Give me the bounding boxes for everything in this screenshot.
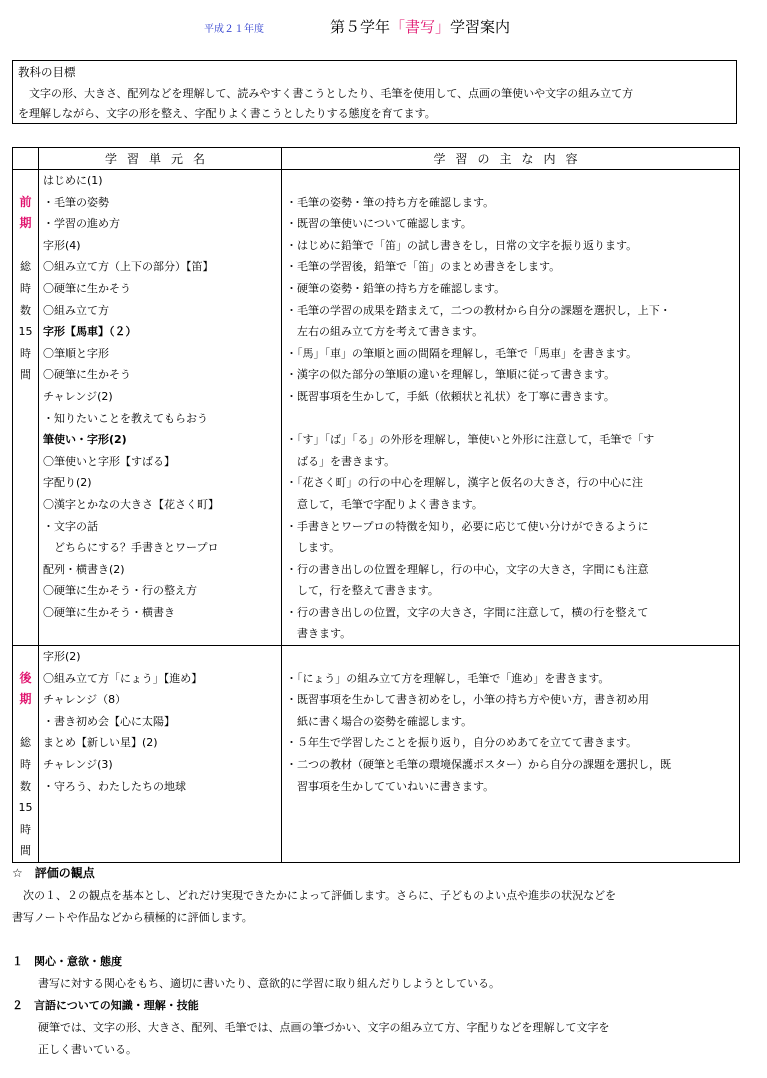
unit-item: 〇組み立て方（上下の部分）【笛】 — [43, 260, 214, 274]
unit-item: 〇筆順と字形 — [43, 346, 109, 360]
objectives-heading: 教科の目標 — [18, 65, 76, 79]
unit-item: 〇漢字とかなの大きさ【花さく町】 — [43, 497, 219, 511]
unit-item: 〇硬筆に生かそう — [43, 368, 131, 382]
term-label-char: 前 — [19, 194, 32, 209]
contents-cell — [282, 170, 740, 646]
unit-item: 〇硬筆に生かそう・行の整え方 — [43, 584, 197, 598]
unit-names-cell — [39, 170, 282, 646]
content-line: 書きます。 — [286, 627, 352, 641]
content-line: ばる」を書きます。 — [286, 454, 396, 468]
learning-units-table — [12, 147, 740, 863]
evaluation-heading: ☆ 評価の観点 — [12, 866, 95, 880]
unit-item: チャレンジ（8） — [43, 693, 127, 707]
total-hours-char: 15 — [18, 801, 33, 815]
total-hours-char: 間 — [20, 368, 31, 382]
content-line: ・「にょう」の組み立て方を理解し，毛筆で「進め」を書きます。 — [286, 671, 610, 685]
unit-item: どちらにする？手書きとワープロ — [43, 541, 219, 555]
objectives-line: 文字の形、大きさ、配列などを理解して、読みやすく書こうとしたり、毛筆を使用して、点画の筆使いや文字の組み立て方 — [18, 87, 634, 100]
school-year: 平成２１年度 — [204, 24, 264, 35]
total-hours-char: 時 — [20, 346, 31, 360]
content-line: ・二つの教材（硬筆と毛筆の環境保護ポスター）から自分の課題を選択し，既 — [286, 758, 671, 772]
evaluation-item-line: 書写に対する関心をもち、適切に書いたり、意欲的に学習に取り組んだりしようとしている。 — [38, 977, 500, 990]
term-row-second — [13, 646, 740, 863]
unit-item: チャレンジ(2) — [43, 389, 113, 403]
term-side-cell — [13, 170, 39, 646]
content-line — [282, 408, 739, 430]
unit-item: ・知りたいことを教えてもらおう — [43, 411, 208, 425]
title-prefix: 第５学年 — [330, 18, 391, 36]
title-suffix: 学習案内 — [450, 18, 511, 36]
total-hours-char: 時 — [20, 822, 31, 836]
header-corner-cell — [13, 148, 39, 170]
term-side-cell — [13, 646, 39, 863]
total-hours-char: 時 — [20, 281, 31, 295]
content-line: ・「す」「ば」「る」の外形を理解し，筆使いと外形に注意して，毛筆で「す — [286, 433, 655, 447]
content-line: 左右の組み立て方を考えて書きます。 — [286, 325, 484, 339]
content-line: ・毛筆の学習後，鉛筆で「笛」のまとめ書きをします。 — [286, 260, 561, 274]
term-label-char: 期 — [19, 692, 32, 707]
unit-item: ・毛筆の姿勢 — [43, 195, 109, 209]
unit-item: 字形(4) — [43, 238, 81, 252]
content-line: ・毛筆の姿勢・筆の持ち方を確認します。 — [286, 195, 495, 209]
unit-item: 配列・横書き(2) — [43, 562, 125, 576]
content-line: ・「馬」「車」の筆順と画の間隔を理解し，毛筆で「馬車」を書きます。 — [286, 346, 638, 360]
term-label-char: 後 — [19, 670, 32, 685]
unit-item: 字配り(2) — [43, 476, 92, 490]
content-line: ・毛筆の学習の成果を踏まえて，二つの教材から自分の課題を選択し，上下・ — [286, 303, 671, 317]
content-line — [282, 646, 739, 668]
title-accent: 「書写」 — [390, 18, 451, 36]
total-hours-char: 15 — [18, 325, 33, 339]
objectives-line: を理解しながら、文字の形を整え、字配りよく書こうとしたりする態度を育てます。 — [18, 107, 436, 120]
content-line: 習事項を生かしてていねいに書きます。 — [286, 779, 495, 793]
unit-item: ・文字の話 — [43, 519, 98, 533]
total-hours-char: 間 — [20, 844, 31, 858]
unit-item: 〇筆使いと字形【すばる】 — [43, 454, 175, 468]
content-line — [282, 170, 739, 192]
content-line: して，行を整えて書きます。 — [286, 584, 439, 598]
unit-names-cell — [39, 646, 282, 863]
content-line: 意して，毛筆で字配りよく書きます。 — [286, 497, 483, 511]
unit-item: チャレンジ(3) — [43, 758, 113, 772]
unit-item: ・学習の進め方 — [43, 217, 120, 231]
content-line: ・行の書き出しの位置を理解し，行の中心，文字の大きさ，字間にも注意 — [286, 562, 649, 576]
unit-item: 筆使い・字形(2) — [43, 433, 127, 447]
unit-item: ・守ろう、わたしたちの地球 — [43, 779, 186, 793]
total-hours-char: 数 — [20, 303, 31, 317]
total-hours-char: 総 — [20, 260, 31, 274]
page-header — [0, 14, 767, 36]
evaluation-item-line: 硬筆では、文字の形、大きさ、配列、毛筆では、点画の筆づかい、文字の組み立て方、字配りなどを理解して文字を — [38, 1021, 610, 1034]
unit-item: 〇組み立て方 — [43, 303, 109, 317]
content-line: ・５年生で学習したことを振り返り，自分のめあてを立てて書きます。 — [286, 736, 638, 750]
content-line: ・「花さく町」の行の中心を理解し，漢字と仮名の大きさ，行の中心に注 — [286, 476, 644, 490]
content-line: ・既習の筆使いについて確認します。 — [286, 217, 472, 231]
content-line: ・漢字の似た部分の筆順の違いを理解し，筆順に従って書きます。 — [286, 368, 616, 382]
total-hours-char: 時 — [20, 758, 31, 772]
table-header-row — [13, 148, 740, 170]
content-line: ・行の書き出しの位置，文字の大きさ，字間に注意して，横の行を整えて — [286, 605, 649, 619]
page-title — [330, 16, 510, 37]
total-hours-char: 総 — [20, 736, 31, 750]
column-header-units: 学習単元名 — [39, 148, 282, 170]
subject-objectives-box — [12, 60, 737, 124]
unit-item: まとめ【新しい星】(2) — [43, 736, 158, 750]
content-line: ・はじめに鉛筆で「笛」の試し書きをし，日常の文字を振り返ります。 — [286, 238, 638, 252]
evaluation-item-title: １ 関心・意欲・態度 — [12, 955, 122, 968]
content-line: ・硬筆の姿勢・鉛筆の持ち方を確認します。 — [286, 281, 506, 295]
total-hours-char: 数 — [20, 779, 31, 793]
unit-item: 字形(2) — [43, 650, 81, 664]
content-line: ・既習事項を生かして書き初めをし，小筆の持ち方や使い方，書き初め用 — [286, 693, 649, 707]
unit-item: ・書き初め会【心に太陽】 — [43, 714, 175, 728]
content-line: ・手書きとワープロの特徴を知り，必要に応じて使い分けができるように — [286, 519, 649, 533]
unit-item: 〇組み立て方「にょう」【進め】 — [43, 671, 203, 685]
unit-item: はじめに(1) — [43, 174, 103, 187]
contents-cell — [282, 646, 740, 863]
content-line: します。 — [286, 541, 341, 555]
unit-item: 〇硬筆に生かそう・横書き — [43, 605, 175, 619]
evaluation-intro-line: 書写ノートや作品などから積極的に評価します。 — [12, 911, 253, 924]
term-row-first — [13, 170, 740, 646]
evaluation-intro-line: 次の１、２の観点を基本とし、どれだけ実現できたかによって評価します。さらに、子どものよい点や進歩の状況などを — [12, 889, 617, 902]
column-header-contents: 学習の主な内容 — [282, 148, 740, 170]
unit-item: 字形【馬車】（２） — [43, 325, 137, 339]
evaluation-item-line: 正しく書いている。 — [38, 1043, 137, 1056]
content-line: 紙に書く場合の姿勢を確認します。 — [286, 714, 473, 728]
evaluation-item-title: ２ 言語についての知識・理解・技能 — [12, 999, 199, 1012]
unit-item: 〇硬筆に生かそう — [43, 281, 131, 295]
term-label-char: 期 — [19, 216, 32, 231]
content-line: ・既習事項を生かして，手紙（依頼状と礼状）を丁寧に書きます。 — [286, 389, 615, 403]
